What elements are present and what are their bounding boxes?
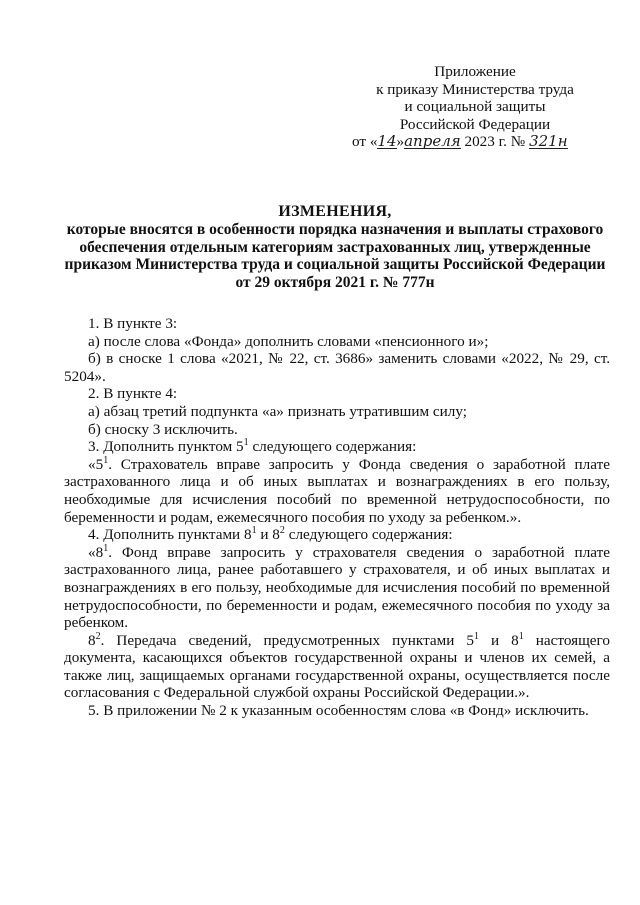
item-3-text-end: следующего содержания: <box>248 438 417 456</box>
approval-line-2: к приказу Министерства труда <box>376 80 574 98</box>
subtitle-line-1: которые вносятся в особенности порядка назначения и выплаты страхового <box>66 221 604 238</box>
doc-number-handwritten: 321н <box>529 132 568 150</box>
approval-date-line <box>340 133 610 151</box>
item-3-text: 3. Дополнить пунктом 5 <box>88 438 244 456</box>
p51-sup: 1 <box>103 454 109 466</box>
subtitle-line-4: от 29 октября 2021 г. № 777н <box>235 273 435 291</box>
approval-line-3: и социальной защиты <box>404 98 546 115</box>
approval-line-1: Приложение <box>434 63 516 80</box>
date-mid: » <box>396 133 405 150</box>
p81-text: . Фонд вправе запросить у страхователя сведения о заработной плате застрахованного лица, ранее работавшего у страхователя, и об иных выплатах и вознаграждениях в его пользу, необходимые для исчисления пособий по временной нетрудоспособности, по беременности и родам, ежемесячного пособия по уходу за ребенком. <box>64 543 610 632</box>
p82-sup-b: 1 <box>518 630 524 642</box>
p51-number: «5 <box>88 455 104 473</box>
approval-block <box>340 63 610 151</box>
item-3 <box>64 438 610 456</box>
item-4-sup-1: 1 <box>251 525 257 537</box>
subtitle-line-3: приказом Министерства труда и социальной защиты Российской Федерации <box>64 256 606 274</box>
p82-text-c: настоящего документа, касающихся объектов государственной охраны и членов их семей, а также лиц, защищаемых органами государственной охраны, осуществляется после согласования с Федеральной службой охраны Российской Федерации.». <box>64 631 610 702</box>
document-title: ИЗМЕНЕНИЯ, <box>278 203 392 220</box>
item-3-sup: 1 <box>243 437 249 449</box>
item-2a: а) абзац третий подпункта «а» признать утратившим силу; <box>88 402 467 420</box>
item-1b: б) в сноске 1 слова «2021, № 22, ст. 3686» заменить словами «2022, № 29, ст. 5204». <box>64 350 610 385</box>
item-1: 1. В пункте 3: <box>88 315 178 332</box>
item-1a: а) после слова «Фонда» дополнить словами «пенсионного и»; <box>88 332 489 350</box>
date-year: 2023 <box>464 133 495 150</box>
document-subtitle <box>60 221 610 291</box>
date-prefix: от « <box>352 133 378 150</box>
p82-sup: 2 <box>95 630 101 642</box>
paragraph-8-1 <box>64 544 610 632</box>
item-2: 2. В пункте 4: <box>88 385 178 403</box>
subtitle-line-2: обеспечения отдельным категориям застрахованных лиц, утвержденные <box>79 238 591 256</box>
p81-number: «8 <box>88 543 104 561</box>
p82-sup-a: 1 <box>474 630 480 642</box>
paragraph-5-1 <box>64 456 610 526</box>
date-day-handwritten: 14 <box>377 132 397 150</box>
date-month-handwritten: апреля <box>404 132 461 150</box>
p51-text: . Страхователь вправе запросить у Фонда сведения о заработной плате застрахованного лица и об иных выплатах и вознаграждениях в его пользу, необходимые для исчисления пособий по временной нетрудоспособности, по беременности и родам, ежемесячного пособия по уходу за ребенком.». <box>64 455 610 526</box>
item-5: 5. В приложении № 2 к указанным особенностям слова «в Фонд» исключить. <box>88 702 589 720</box>
p82-number: 8 <box>88 631 96 649</box>
p82-text-b: и 8 <box>479 631 519 649</box>
approval-line-4: Российской Федерации <box>399 115 551 133</box>
item-4-sup-2: 2 <box>279 525 285 537</box>
document-body <box>64 315 610 720</box>
item-4-text-end: следующего содержания: <box>284 526 453 544</box>
item-2b: б) сноску 3 исключить. <box>88 420 238 438</box>
item-4-text: 4. Дополнить пунктами 8 <box>88 526 252 544</box>
item-4-mid: и 8 <box>256 526 280 544</box>
date-suffix: г. № <box>494 133 526 150</box>
p81-sup: 1 <box>103 542 109 554</box>
item-4 <box>64 526 610 544</box>
p82-text-a: . Передача сведений, предусмотренных пунктами 5 <box>100 631 475 649</box>
paragraph-8-2 <box>64 632 610 702</box>
